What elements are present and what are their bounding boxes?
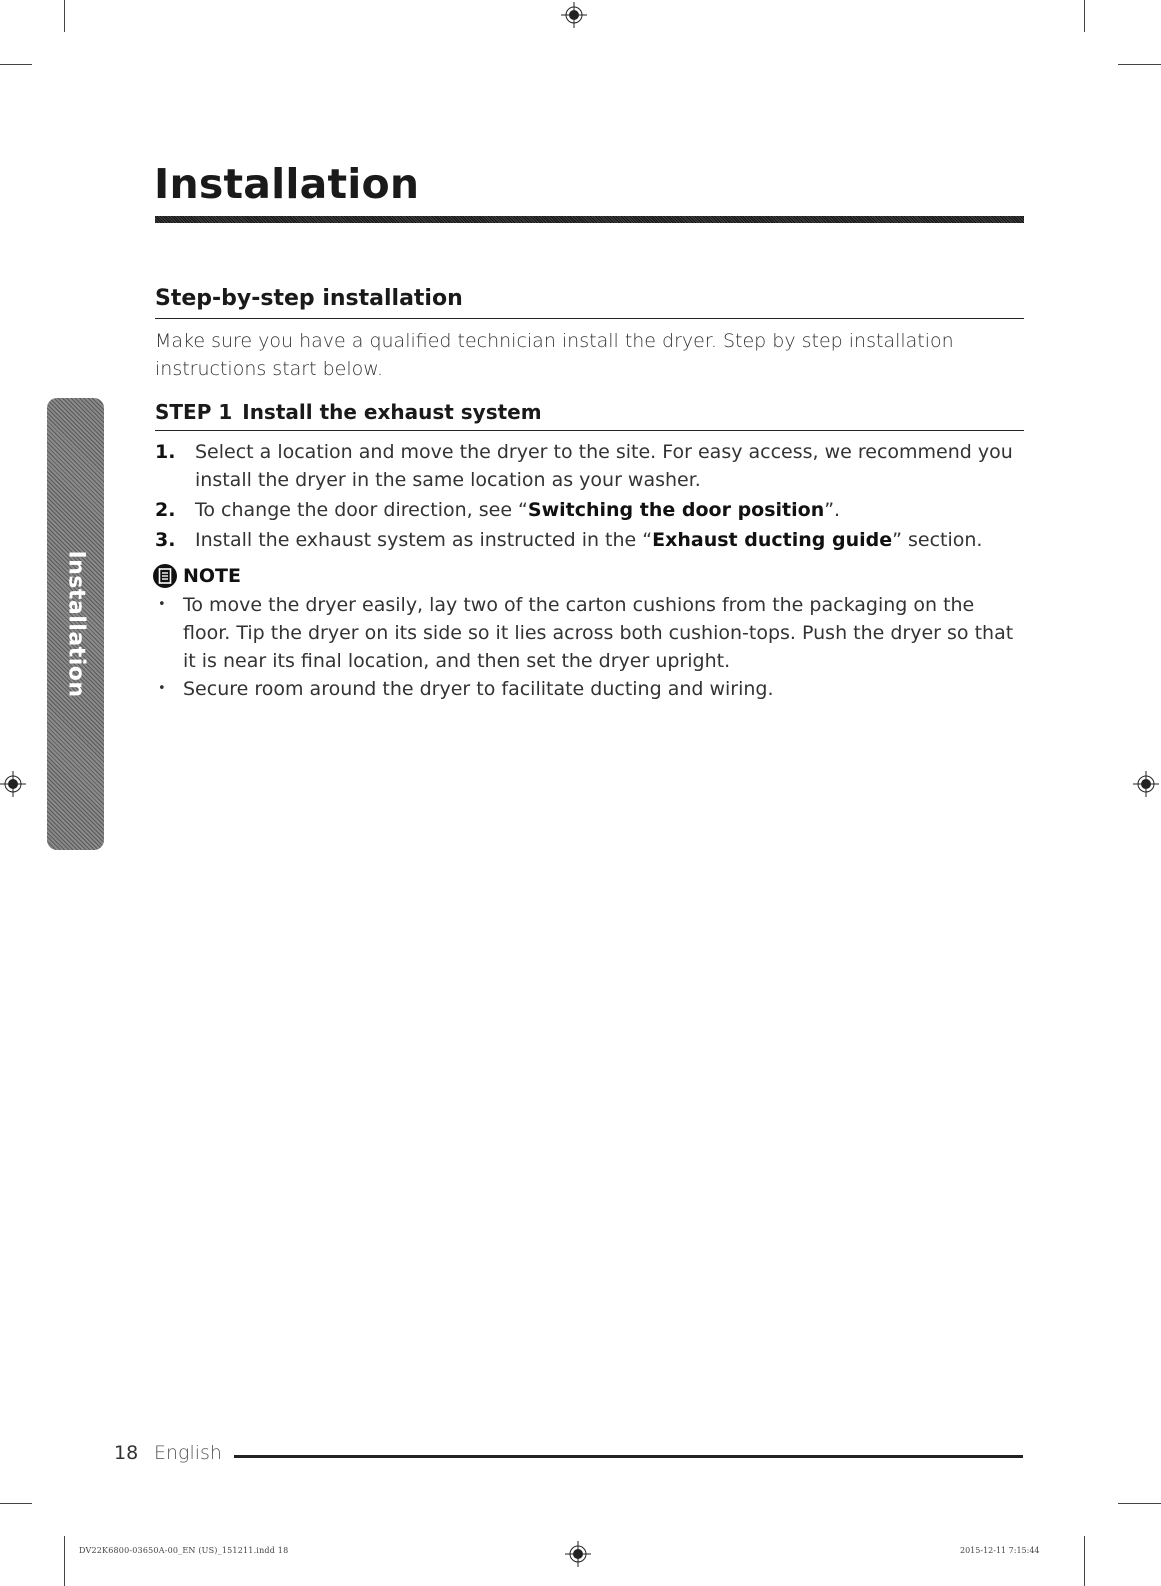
step-text-suffix: ” section. [892,529,983,551]
title-divider [155,216,1024,223]
crop-mark [1118,64,1161,65]
section-divider [155,318,1024,319]
list-item [155,526,1025,554]
note-list [155,591,1025,703]
section-title: Step-by-step installation [155,286,463,311]
print-slug-timestamp: 2015-12-11 7:15:44 [960,1546,1040,1555]
crop-mark [64,1536,65,1586]
step-title: Install the exhaust system [242,400,542,424]
step-number: 3. [155,529,176,551]
step-number: 2. [155,499,176,521]
registration-mark-icon [0,771,26,797]
crop-mark [1118,1503,1161,1504]
page-language: English [154,1442,222,1464]
step-text: To change the door direction, see “ [195,499,528,521]
step-text-suffix: ”. [824,499,841,521]
list-item [155,496,1025,524]
exhaust-ducting-guide-link[interactable]: Exhaust ducting guide [652,529,893,551]
page-number: 18 [114,1442,139,1464]
chapter-tab-label: Installation [63,550,88,698]
list-item [155,438,1025,494]
registration-mark-icon [561,2,587,28]
crop-mark [1084,0,1085,32]
step-divider [155,430,1024,431]
registration-mark-icon [1133,771,1159,797]
step-number: 1. [155,441,176,463]
note-icon [153,564,177,588]
footer-divider [234,1455,1023,1458]
crop-mark [1084,1536,1085,1586]
note-heading [153,564,241,588]
step-heading [155,400,542,424]
section-intro: Make sure you have a qualified technician install the dryer. Step by step installation instructions start below. [155,330,954,380]
step-label: STEP 1 [155,400,233,424]
print-slug-file: DV22K6800-03650A-00_EN (US)_151211.indd 18 [79,1546,289,1555]
switching-door-position-link[interactable]: Switching the door position [527,499,825,521]
step-text: Select a location and move the dryer to the site. For easy access, we recommend you install the dryer in the same location as your washer. [195,441,1013,491]
note-label: NOTE [183,565,241,587]
step-text: Install the exhaust system as instructed in the “ [195,529,653,551]
step-list [155,438,1025,556]
crop-mark [0,64,32,65]
list-item: • Secure room around the dryer to facilitate ducting and wiring. [155,675,1025,703]
crop-mark [64,0,65,32]
page-title: Installation [154,160,420,208]
crop-mark [0,1503,32,1504]
registration-mark-icon [565,1541,591,1567]
list-item: • To move the dryer easily, lay two of the carton cushions from the packaging on the floor. Tip the dryer on its side so it lies across both cushion-tops. Push the dryer so that it is near its final location, and then set the dryer upright. [155,591,1025,675]
chapter-tab [47,398,104,850]
